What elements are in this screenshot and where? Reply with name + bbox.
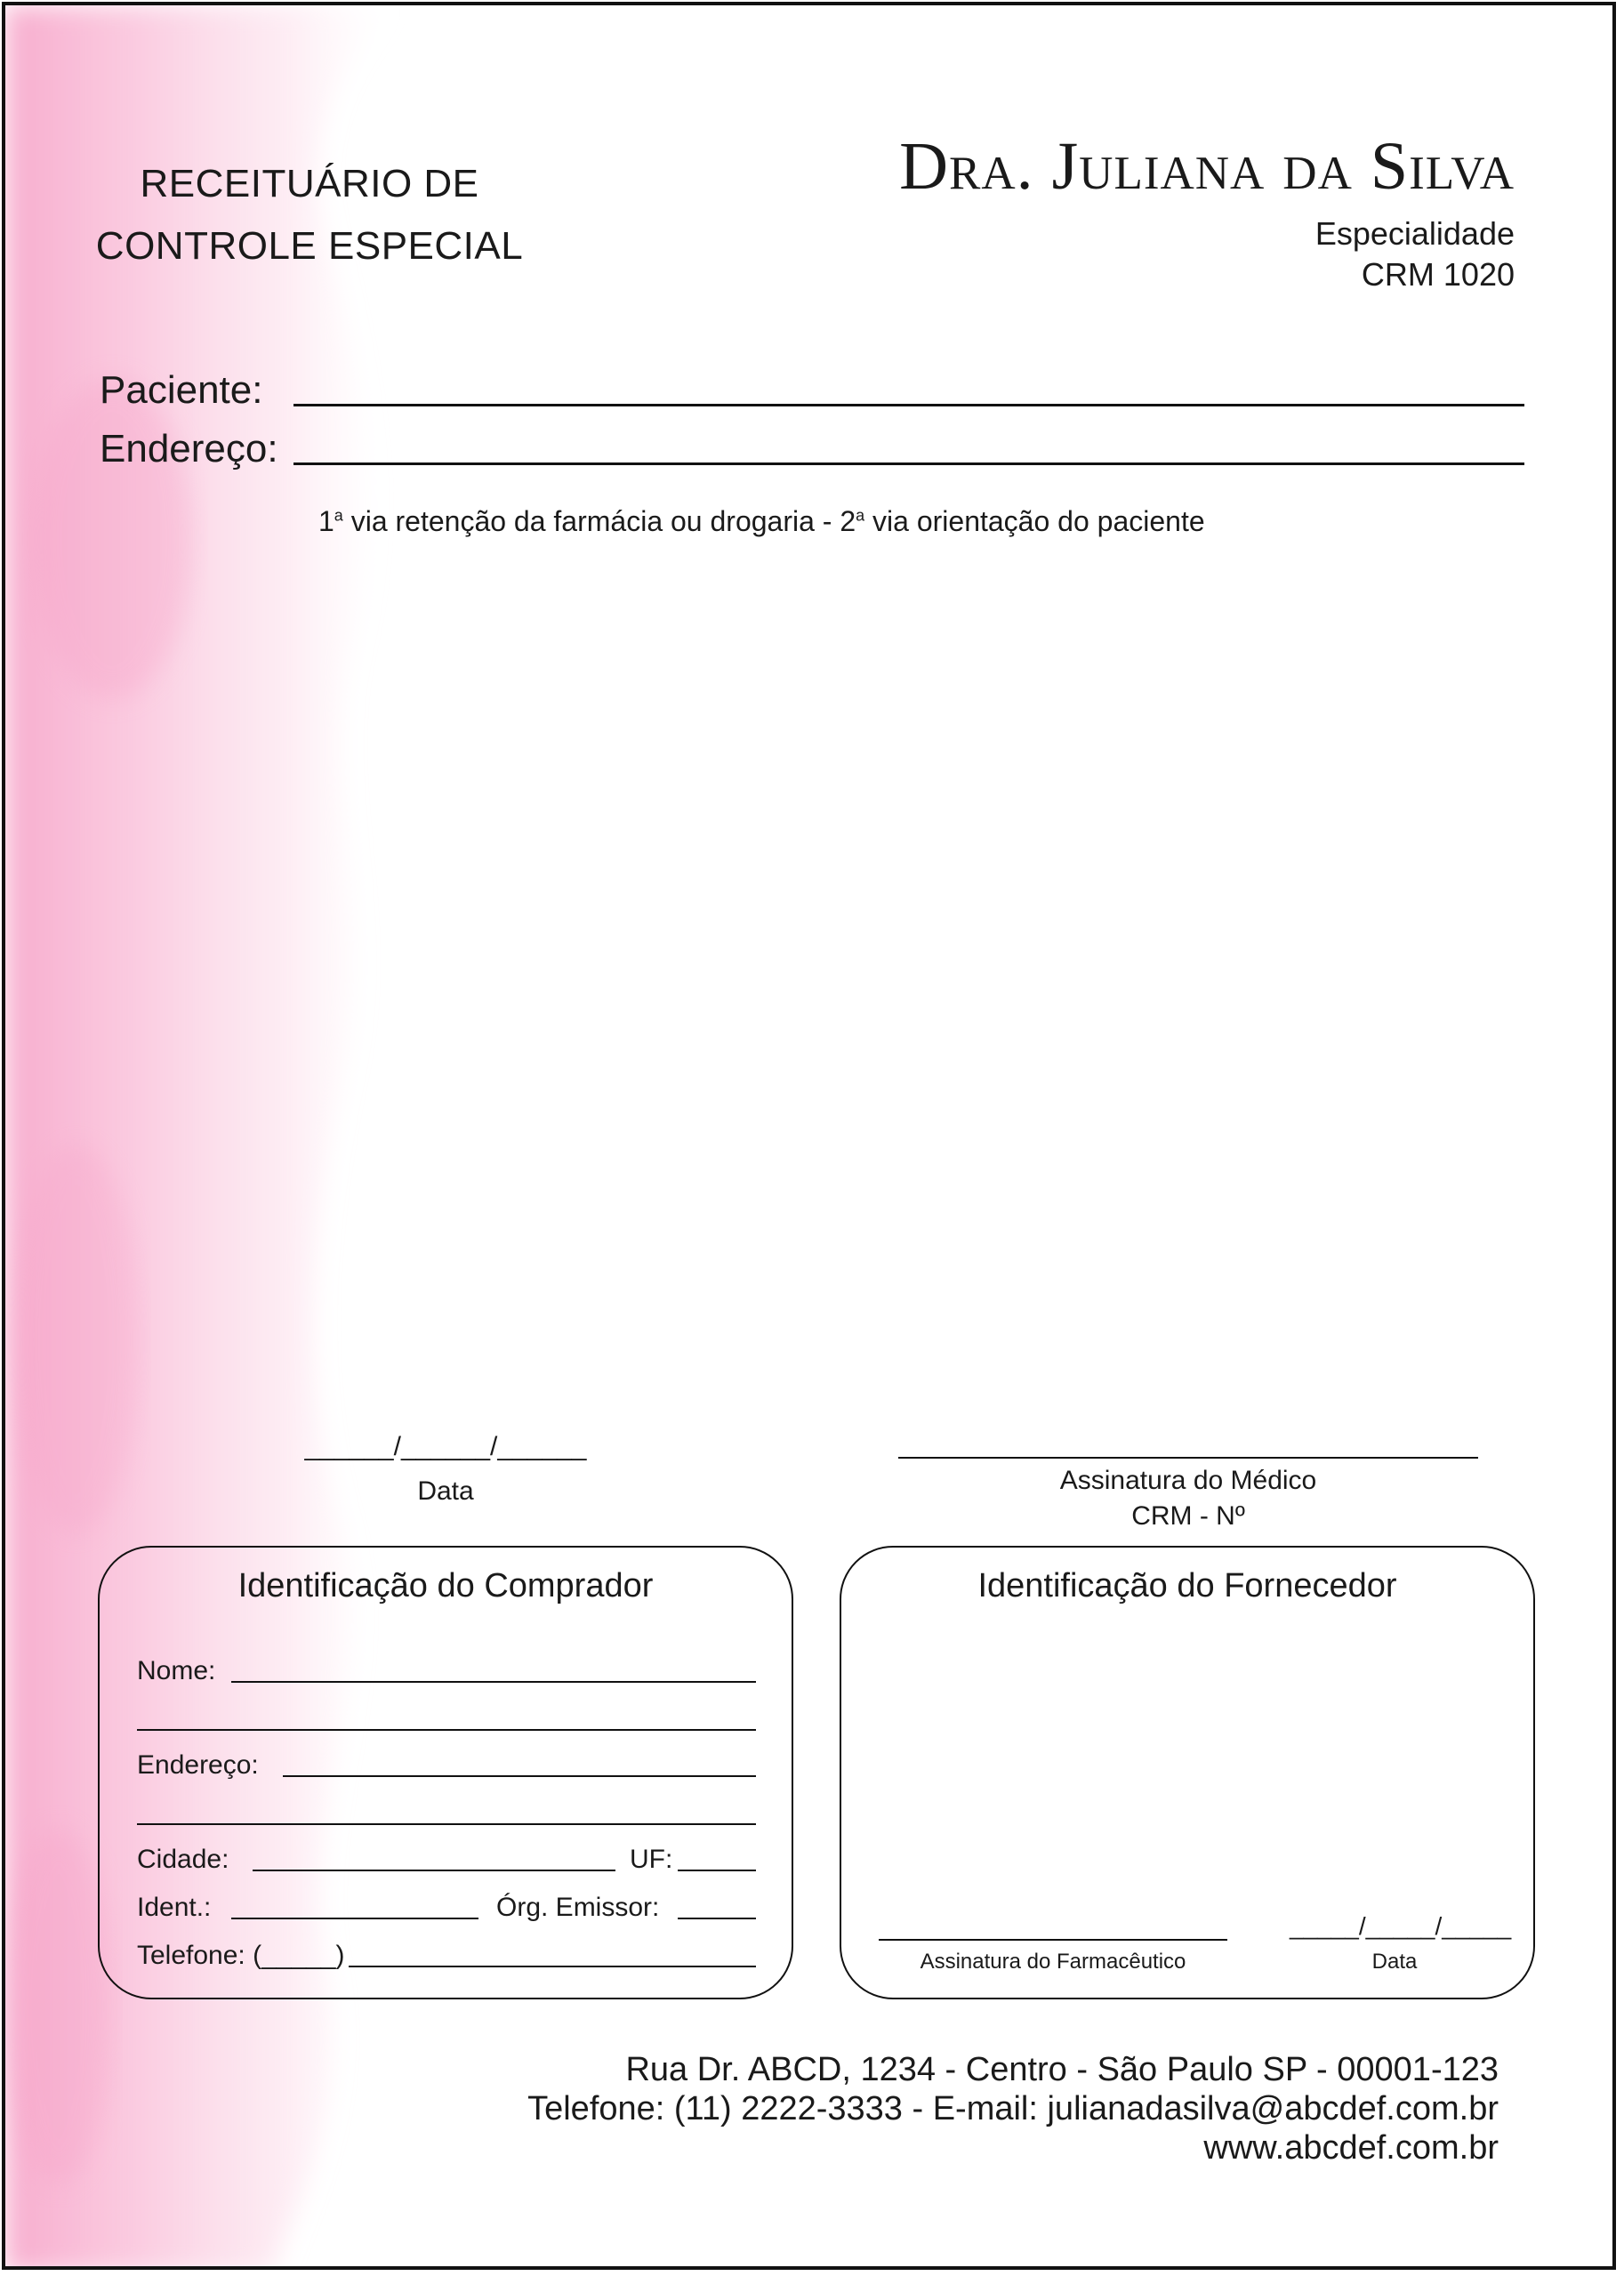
prescription-date-blank[interactable]: ______/______/______ bbox=[304, 1432, 587, 1461]
buyer-name-line-2[interactable] bbox=[137, 1729, 756, 1731]
supplier-date-blank[interactable]: _____/_____/_____ bbox=[1290, 1912, 1512, 1940]
patient-name-line[interactable] bbox=[293, 404, 1524, 406]
buyer-ident-line[interactable] bbox=[231, 1918, 478, 1919]
buyer-name-label: Nome: bbox=[137, 1656, 216, 1685]
via-note: 1$^a$ via retenção da farmácia ou drogaria - 2$^a$ via orientação do paciente bbox=[318, 505, 1205, 537]
footer-website[interactable]: www.abcdef.com.br bbox=[1203, 2129, 1499, 2167]
buyer-city-line[interactable] bbox=[253, 1870, 615, 1871]
form-title-line-2: CONTROLE ESPECIAL bbox=[95, 224, 524, 268]
pharmacist-signature-label: Assinatura do Farmacêutico bbox=[920, 1950, 1186, 1974]
footer-contact: Telefone: (11) 2222-3333 - E-mail: julianadasilva@abcdef.com.br bbox=[527, 2090, 1499, 2127]
buyer-phone-line[interactable] bbox=[349, 1966, 756, 1967]
doctor-specialty: Especialidade bbox=[1314, 215, 1515, 252]
patient-address-label: Endereço: bbox=[100, 427, 278, 470]
buyer-address-line-2[interactable] bbox=[137, 1823, 756, 1825]
prescription-page bbox=[2, 2, 1616, 2270]
supplier-date-label: Data bbox=[1371, 1950, 1418, 1974]
footer-address: Rua Dr. ABCD, 1234 - Centro - São Paulo SP - 00001-123 bbox=[625, 2051, 1499, 2088]
patient-address-line[interactable] bbox=[293, 462, 1524, 465]
buyer-name-line[interactable] bbox=[231, 1681, 756, 1683]
doctor-name: Dra. Juliana da Silva bbox=[899, 129, 1515, 204]
doctor-crm: CRM 1020 bbox=[1361, 256, 1515, 293]
pharmacist-signature-line[interactable] bbox=[879, 1939, 1227, 1941]
buyer-address-label: Endereço: bbox=[137, 1750, 259, 1780]
patient-name-label: Paciente: bbox=[100, 368, 263, 412]
buyer-identification-box bbox=[98, 1546, 793, 1999]
form-title-line-1: RECEITUÁRIO DE bbox=[140, 162, 479, 205]
buyer-issuer-line[interactable] bbox=[678, 1918, 756, 1919]
buyer-ident-label: Ident.: bbox=[137, 1893, 212, 1922]
buyer-city-label: Cidade: bbox=[137, 1845, 229, 1874]
buyer-uf-label: UF: bbox=[630, 1845, 673, 1874]
supplier-identification-box bbox=[840, 1546, 1535, 1999]
doctor-signature-line[interactable] bbox=[898, 1457, 1478, 1459]
buyer-uf-line[interactable] bbox=[678, 1870, 756, 1871]
supplier-box-title: Identificação do Fornecedor bbox=[977, 1567, 1397, 1604]
buyer-box-title: Identificação do Comprador bbox=[237, 1567, 654, 1604]
doctor-signature-label: Assinatura do Médico bbox=[1059, 1466, 1317, 1495]
buyer-address-line[interactable] bbox=[283, 1775, 756, 1777]
buyer-phone-label: Telefone: (_____) bbox=[137, 1941, 345, 1970]
buyer-issuer-label: Órg. Emissor: bbox=[496, 1893, 660, 1922]
doctor-crm-label: CRM - Nº bbox=[1131, 1501, 1245, 1531]
prescription-date-label: Data bbox=[417, 1476, 474, 1506]
